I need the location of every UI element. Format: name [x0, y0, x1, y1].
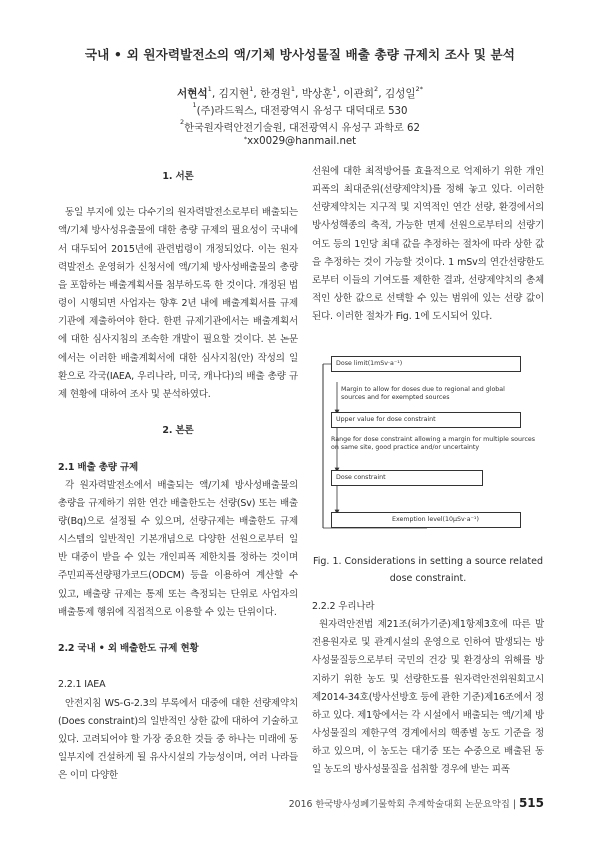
- spacer: [58, 404, 298, 422]
- upper-value-box: Upper value for dose constraint: [331, 412, 521, 428]
- author-name: 김성일$^{2*}$: [384, 85, 424, 100]
- spacer: [58, 622, 298, 640]
- subsection-heading: 2.1 배출 총량 규제: [58, 461, 139, 473]
- author-name: 이관희$^2$: [343, 85, 379, 100]
- figure-caption: Fig. 1. Considerations in setting a source related dose constraint.: [312, 556, 544, 584]
- page-number: 515: [518, 796, 544, 810]
- body-paragraph: 안전지침 WS-G-2.3의 부록에서 대중에 대한 선량제약치(Does constraint)의 일반적인 상한 값에 대하여 기술하고 있다. 고려되어야 할 가장 중요한 것들 중 하나는 미래에 동일부지에 건설하게 될 유사시설의 가능성이며, 여러 나라들은 이미 다양한: [58, 697, 298, 782]
- body-paragraph: 선원에 대한 최적방어를 효율적으로 억제하기 위한 개인피폭의 최대준위(선량제약치)를 정해 놓고 있다. 이러한 선량제약치는 지구적 및 지역적인 연간 선량, 환경에서의 방사성핵종의 축적, 가능한 면제 선원으로부터의 선량기여도 등의 1인당 최대 값을 추정하는 절차에 따라 상한 값을 추정하는 것이 가능할 것이다. 1 mSv의 연간선량한도로부터 이들의 기여도를 제한한 결과, 선량제약치의 총체적인 상한 값으로 선택할 수 있는 범위에 있는 선량 값이 된다. 이러한 절차가 Fig. 1에 도시되어 있다.: [312, 166, 544, 323]
- author-name: 한경원$^1$: [260, 85, 295, 100]
- section-heading: 2. 본론: [162, 425, 194, 437]
- subsubsection-heading: 2.2.1 IAEA: [58, 679, 106, 691]
- author-name: 김지현$^1$: [218, 85, 254, 100]
- section-heading: 1. 서론: [162, 171, 194, 182]
- dose-limit-box: Dose limit(1mSv·a⁻¹): [331, 356, 521, 372]
- author-name: 서현석$^1$: [176, 85, 212, 100]
- body-paragraph: 동일 부지에 있는 다수기의 원자력발전소로부터 배출되는 액/기체 방사성유출물에 대한 총량 규제의 필요성이 국내에서 대두되어 2015년에 관련법령이 개정되었다. 이는 원자력발전소 운영허가 신청서에 액/기체 방사성배출물의 총량을 포함하는 배출계획서를 첨부하도록 한 것이다. 개정된 법령이 시행되면 사업자는 향후 2년 내에 배출계획서를 규제기관에 제출하여야 한다. 한편 규제기관에서는 배출계획서에 대한 심사지침의 조속한 개발이 필요할 것이다. 본 논문에서는 이러한 배출계획서에 대한 심사지침(안) 작성의 일환으로 각국(IAEA, 우리나라, 미국, 캐나다)의 배출 총량 규제 현황에 대하여 조사 및 분석하였다.: [58, 207, 298, 400]
- figure-1: [317, 352, 539, 540]
- proceedings-title: 2016 한국방사성폐기물학회 추계학술대회 논문요약집: [288, 799, 510, 810]
- affiliation-line: *xx0029@hanmail.net: [243, 135, 357, 147]
- author-name: 박상훈$^1$: [301, 85, 337, 100]
- spacer: [58, 186, 298, 204]
- paper-title: 국내 • 외 원자력발전소의 액/기체 방사성물질 배출 총량 규제치 조사 및 분석: [84, 47, 516, 62]
- range-note: Range for dose constraint allowing a margin for multiple sources on same site, good practice and/or uncertainty: [331, 436, 536, 451]
- body-paragraph: 각 원자력발전소에서 배출되는 액/기체 방사성배출물의 총량을 규제하기 위한 연간 배출한도는 선량(Sv) 또는 배출량(Bq)으로 설정될 수 있으며, 선량규제는 배출한도 규제 시스템의 일반적인 기본개념으로 다양한 선원으로부터 일반 대중이 받을 수 있는 개인피폭 제한치를 정하는 것이며 주민피폭선량평가코드(ODCM) 등을 이용하여 계산할 수 있고, 배출량 규제는 통제 또는 측정되는 단위로 사업자의 배출통제 행위에 직접적으로 이용할 수 있는 단위이다.: [58, 479, 298, 618]
- page-footer: [289, 796, 544, 810]
- right-column-top: [312, 163, 544, 326]
- right-column-bottom: [312, 598, 544, 780]
- spacer: [58, 658, 298, 676]
- left-column: [58, 168, 298, 785]
- margin-note: Margin to allow for doses due to regional and global sources and for exempted sources: [341, 386, 505, 401]
- subsection-heading: 2.2 국내 • 외 배출한도 규제 현황: [58, 643, 199, 655]
- subsubsection-heading: 2.2.2 우리나라: [312, 601, 375, 612]
- exemption-level-box: Exemption level(10μSv·a⁻¹): [331, 512, 521, 528]
- author-list: 서현석$^1$, 김지현$^1$, 한경원$^1$, 박상훈$^1$, 이관희$^2$, 김성일$^{2*}$: [176, 85, 424, 100]
- dose-constraint-box: Dose constraint: [331, 470, 483, 486]
- spacer: [58, 440, 298, 458]
- affiliation-line: $^2$한국원자력안전기술원, 대전광역시 유성구 과학로 62: [180, 118, 420, 134]
- body-paragraph: 원자력안전법 제21조(허가기준)제1항제3호에 따른 발전용원자로 및 관계시설의 운영으로 인하여 발생되는 방사성물질등으로부터 국민의 건강 및 환경상의 위해를 방지하기 위한 농도 및 선량한도를 원자력안전위원회고시 제2014-34호(방사선방호 등에 관한 기준)제16조에서 정하고 있다. 제1항에서는 각 시설에서 배출되는 액/기체 방사성물질의 제한구역 경계에서의 핵종별 농도 기준을 정하고 있으며, 이 농도는 대기중 또는 수중으로 배출된 동일 농도의 방사성물질을 섭취할 경우에 받는 피폭: [312, 619, 544, 776]
- footer-separator: |: [512, 799, 516, 810]
- affiliation-line: $^1$(주)라드웍스, 대전광역시 유성구 대덕대로 530: [192, 101, 408, 117]
